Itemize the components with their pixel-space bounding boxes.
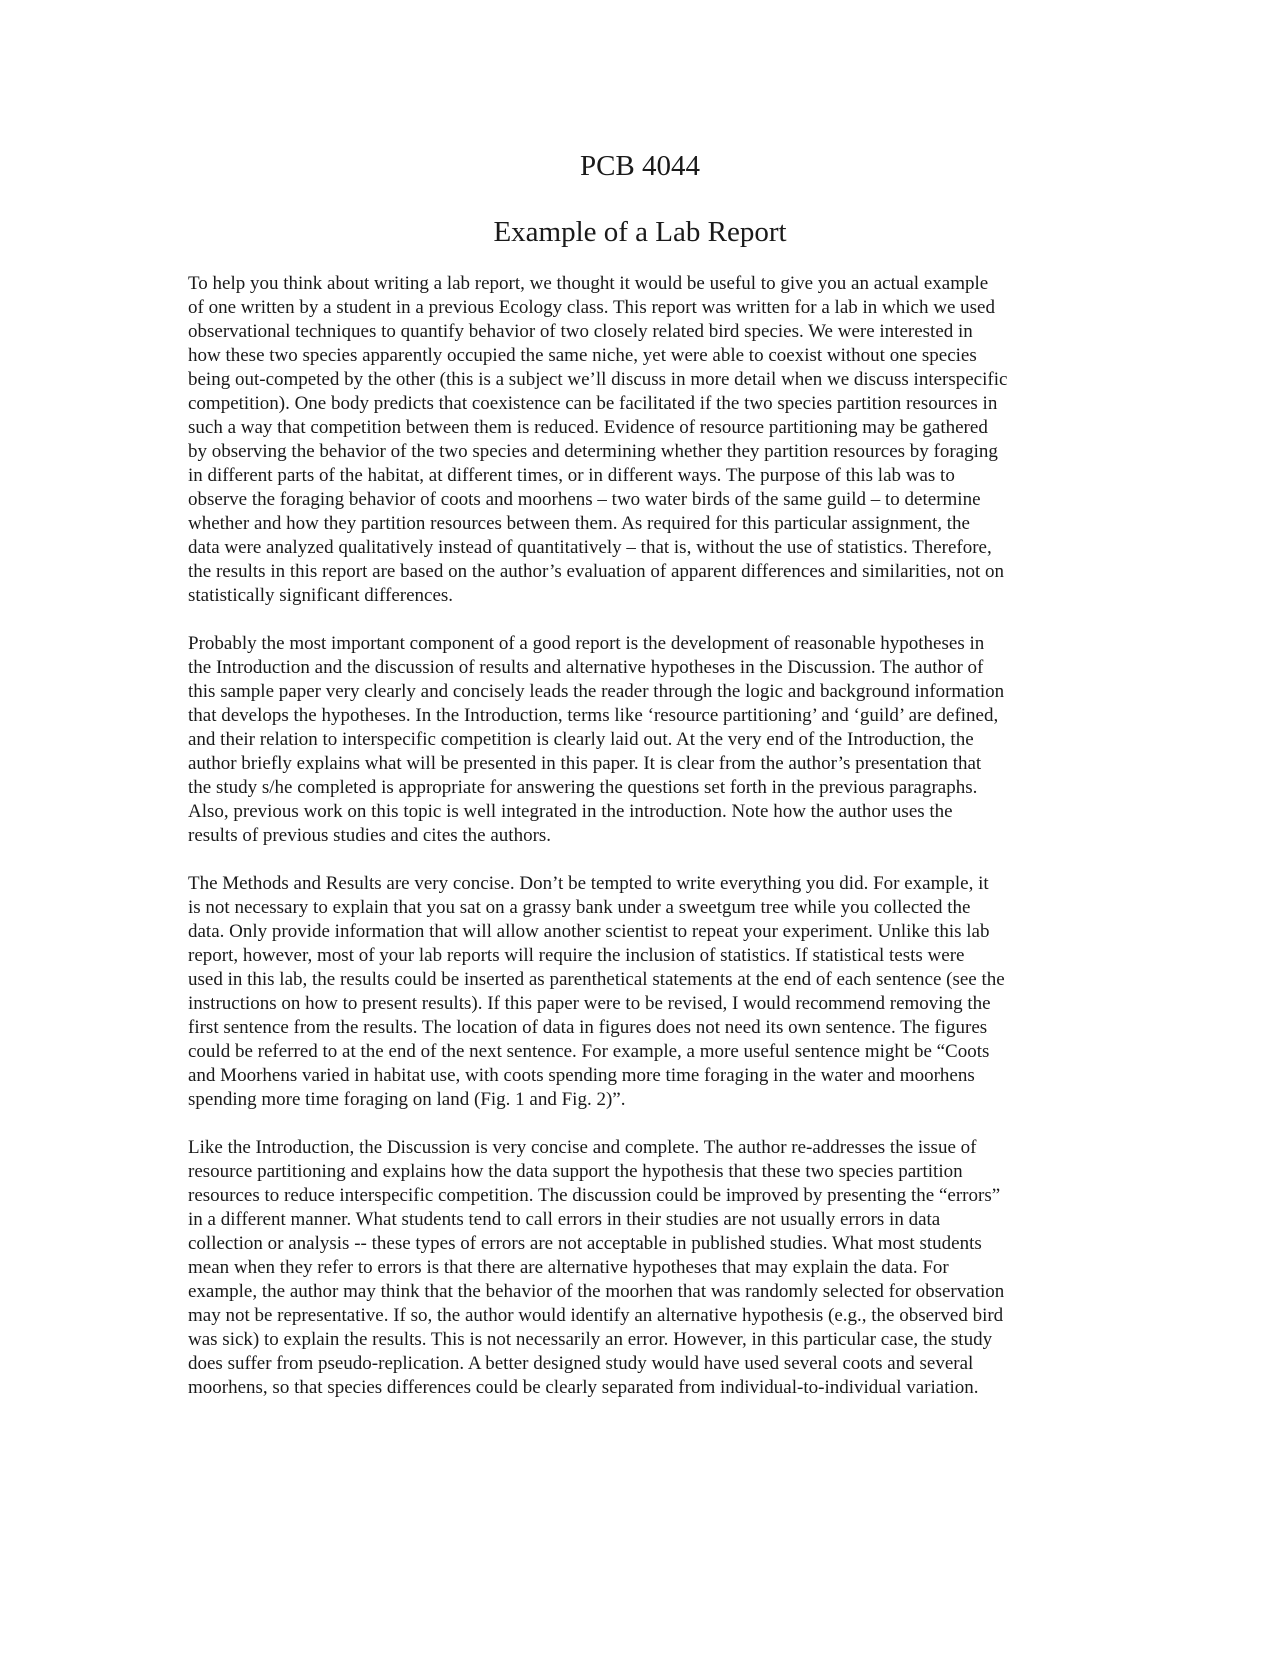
text-line: Also, previous work on this topic is well integrated in the introduction. Note how the author uses the: [188, 801, 953, 822]
text-line: that develops the hypotheses. In the Introduction, terms like ‘resource partitioning’ and ‘guild’ are defined,: [188, 705, 999, 726]
document-title: Example of a Lab Report: [493, 216, 787, 248]
text-line: mean when they refer to errors is that there are alternative hypotheses that may explain the data. For: [188, 1257, 949, 1278]
text-line: being out-competed by the other (this is a subject we’ll discuss in more detail when we discuss interspecific: [188, 369, 1008, 390]
text-line: observational techniques to quantify behavior of two closely related bird species. We were interested in: [188, 321, 973, 342]
text-line: could be referred to at the end of the next sentence. For example, a more useful sentence might be “Coots: [188, 1041, 990, 1062]
text-line: how these two species apparently occupied the same niche, yet were able to coexist without one species: [188, 345, 977, 366]
course-code: PCB 4044: [579, 150, 701, 182]
text-line: first sentence from the results. The location of data in figures does not need its own sentence. The figures: [188, 1017, 988, 1038]
text-line: statistically significant differences.: [188, 585, 454, 606]
text-line: The Methods and Results are very concise. Don’t be tempted to write everything you did. For example, it: [188, 873, 989, 894]
text-line: and Moorhens varied in habitat use, with coots spending more time foraging in the water and moorhens: [188, 1065, 975, 1086]
text-line: example, the author may think that the behavior of the moorhen that was randomly selected for observation: [188, 1281, 1005, 1302]
text-line: Like the Introduction, the Discussion is very concise and complete. The author re-addresses the issue of: [188, 1137, 977, 1158]
text-line: instructions on how to present results). If this paper were to be revised, I would recommend removing the: [188, 993, 991, 1014]
text-line: observe the foraging behavior of coots and moorhens – two water birds of the same guild – to determine: [188, 489, 981, 510]
text-line: whether and how they partition resources between them. As required for this particular assignment, the: [188, 513, 970, 534]
text-line: in different parts of the habitat, at different times, or in different ways. The purpose of this lab was to: [188, 465, 955, 486]
text-line: in a different manner. What students tend to call errors in their studies are not usually errors in data: [188, 1209, 941, 1230]
paragraph-1: [188, 272, 1088, 608]
paragraph-4: [188, 1136, 1088, 1400]
text-line: competition). One body predicts that coexistence can be facilitated if the two species partition resources in: [188, 393, 998, 414]
paragraph-2: [188, 632, 1088, 848]
text-line: collection or analysis -- these types of errors are not acceptable in published studies. What most students: [188, 1233, 982, 1254]
text-line: is not necessary to explain that you sat on a grassy bank under a sweetgum tree while you collected the: [188, 897, 971, 918]
text-line: author briefly explains what will be presented in this paper. It is clear from the author’s presentation that: [188, 753, 982, 774]
text-line: data were analyzed qualitatively instead of quantitatively – that is, without the use of statistics. Therefore,: [188, 537, 992, 558]
text-line: the study s/he completed is appropriate for answering the questions set forth in the previous paragraphs.: [188, 777, 978, 798]
text-line: Probably the most important component of a good report is the development of reasonable hypotheses in: [188, 633, 985, 654]
paragraph-3: [188, 872, 1088, 1112]
document-body: [188, 272, 1088, 1424]
text-line: may not be representative. If so, the author would identify an alternative hypothesis (e.g., the observed bird: [188, 1305, 1004, 1326]
text-line: of one written by a student in a previous Ecology class. This report was written for a lab in which we used: [188, 297, 995, 318]
text-line: used in this lab, the results could be inserted as parenthetical statements at the end of each sentence (see the: [188, 969, 1005, 990]
text-line: was sick) to explain the results. This is not necessarily an error. However, in this particular case, the study: [188, 1329, 993, 1350]
text-line: the results in this report are based on the author’s evaluation of apparent differences and similarities, not on: [188, 561, 1005, 582]
text-line: moorhens, so that species differences could be clearly separated from individual-to-individual variation.: [188, 1377, 979, 1398]
text-line: such a way that competition between them is reduced. Evidence of resource partitioning may be gathered: [188, 417, 988, 438]
text-line: resource partitioning and explains how the data support the hypothesis that these two species partition: [188, 1161, 963, 1182]
text-line: data. Only provide information that will allow another scientist to repeat your experiment. Unlike this lab: [188, 921, 990, 942]
text-line: spending more time foraging on land (Fig. 1 and Fig. 2)”.: [188, 1089, 626, 1110]
text-line: and their relation to interspecific competition is clearly laid out. At the very end of the Introduction, the: [188, 729, 974, 750]
text-line: report, however, most of your lab reports will require the inclusion of statistics. If statistical tests were: [188, 945, 965, 966]
text-line: does suffer from pseudo-replication. A better designed study would have used several coots and several: [188, 1353, 974, 1374]
text-line: results of previous studies and cites the authors.: [188, 825, 552, 846]
text-line: by observing the behavior of the two species and determining whether they partition resources by foraging: [188, 441, 998, 462]
text-line: To help you think about writing a lab report, we thought it would be useful to give you an actual example: [188, 273, 989, 294]
text-line: resources to reduce interspecific competition. The discussion could be improved by presenting the “errors”: [188, 1185, 1001, 1206]
text-line: this sample paper very clearly and concisely leads the reader through the logic and background information: [188, 681, 1005, 702]
text-line: the Introduction and the discussion of results and alternative hypotheses in the Discussion. The author of: [188, 657, 984, 678]
